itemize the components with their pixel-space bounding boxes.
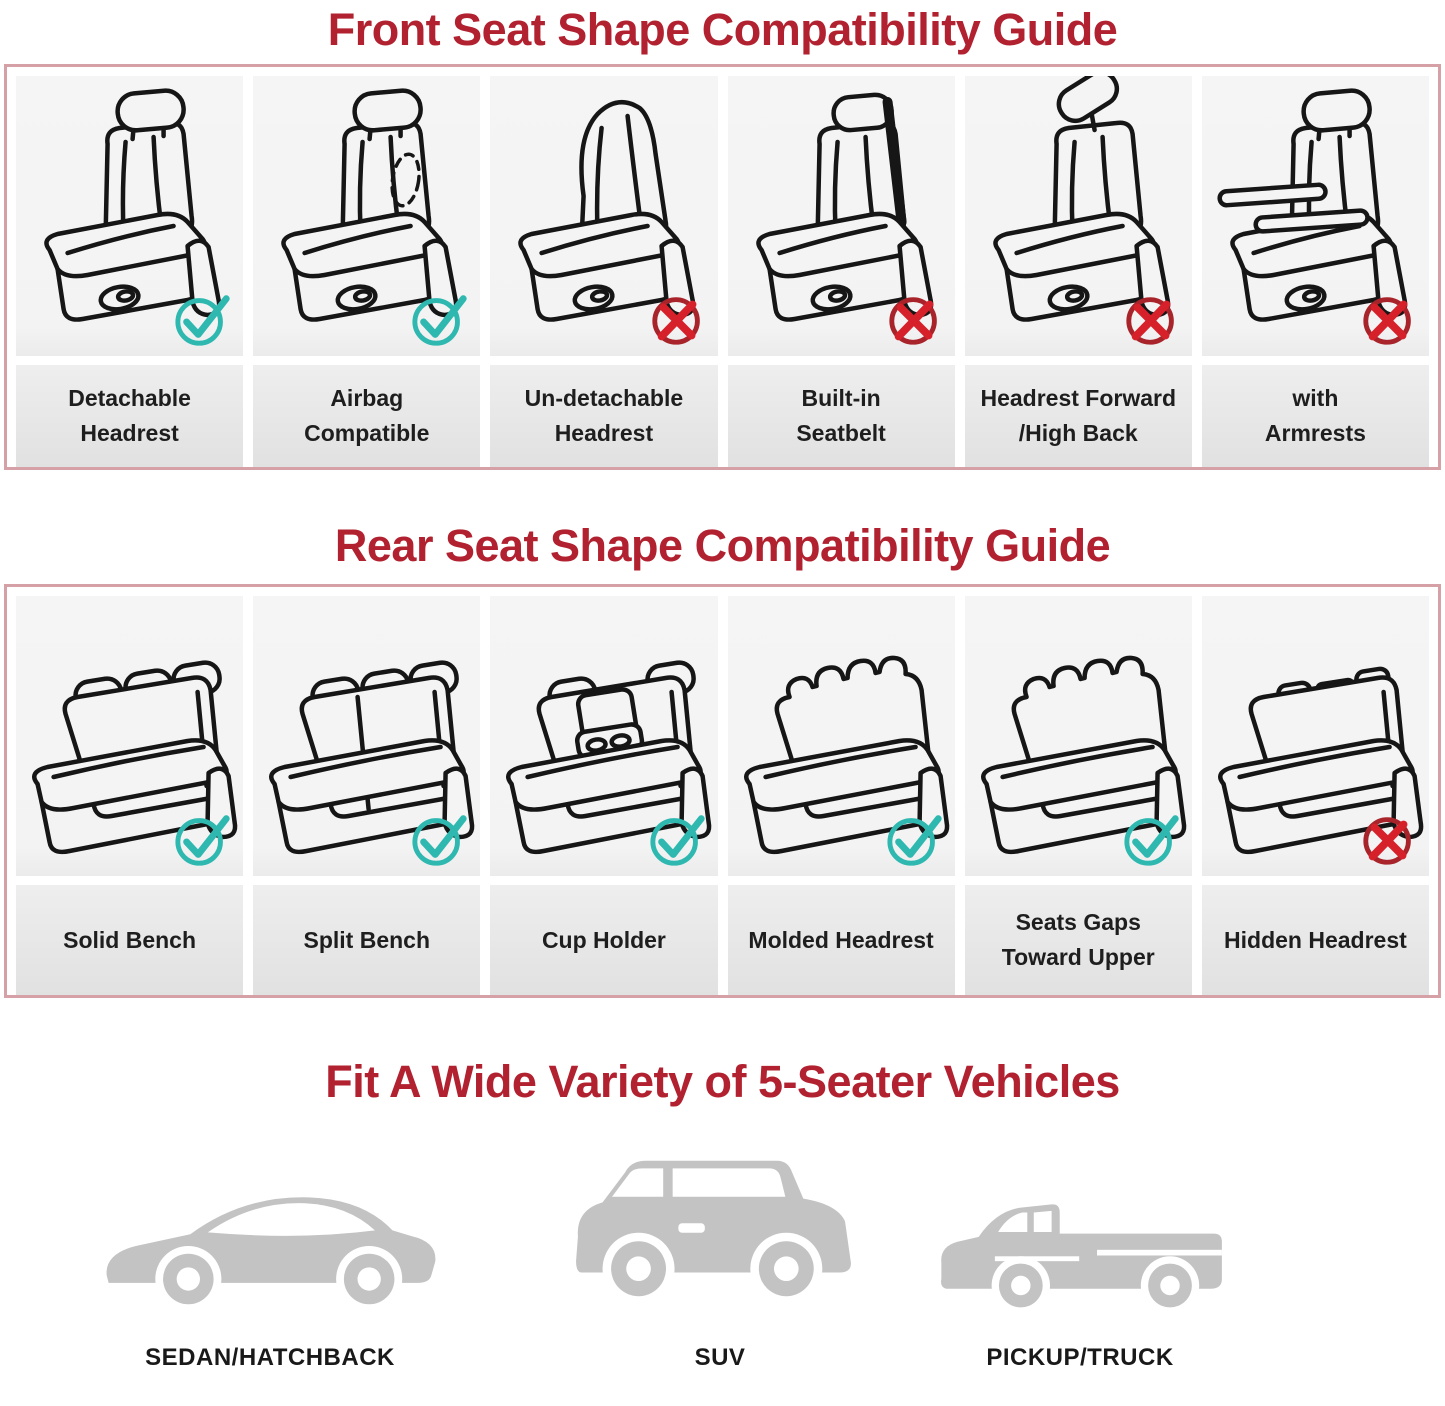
compatibility-status-icon xyxy=(410,808,472,870)
seat-illustration-cell xyxy=(965,76,1192,356)
front-guide-panel xyxy=(4,64,1441,470)
label-line: Armrests xyxy=(1264,420,1366,446)
rear-guide-item-molded-headrest xyxy=(728,596,955,995)
label-line: /High Back xyxy=(1018,420,1138,446)
item-label xyxy=(728,885,955,995)
cross-icon xyxy=(885,288,947,350)
label-line: with xyxy=(1292,385,1339,411)
label-line: Headrest xyxy=(80,420,179,446)
seat-illustration-cell xyxy=(490,76,717,356)
seat-illustration-cell xyxy=(965,596,1192,876)
compatibility-status-icon xyxy=(173,288,235,350)
label-line: Built-in xyxy=(801,385,881,411)
label-line: Airbag xyxy=(330,385,404,411)
item-label xyxy=(1202,365,1429,467)
label-line: Solid Bench xyxy=(63,926,197,953)
compatibility-status-icon xyxy=(885,288,947,350)
vehicle-label: PICKUP/TRUCK xyxy=(986,1344,1174,1371)
item-label xyxy=(1202,885,1429,995)
rear-guide-item-seats-gaps xyxy=(965,596,1192,995)
vehicle-suv xyxy=(510,1138,930,1372)
sedan-icon xyxy=(95,1172,445,1318)
item-label xyxy=(16,885,243,995)
label-line: Headrest xyxy=(554,420,654,446)
check-icon xyxy=(1122,808,1184,870)
front-guide-item-headrest-forward xyxy=(965,76,1192,467)
item-label xyxy=(253,885,480,995)
seat-illustration-cell xyxy=(728,76,955,356)
front-guide-item-builtin-seatbelt xyxy=(728,76,955,467)
seat-illustration-cell xyxy=(16,76,243,356)
vehicle-pickup xyxy=(930,1180,1230,1372)
cross-icon xyxy=(1359,288,1421,350)
pickup-icon xyxy=(930,1180,1230,1318)
check-icon xyxy=(173,808,235,870)
front-guide-item-detachable-headrest xyxy=(16,76,243,467)
label-line: Molded Headrest xyxy=(748,926,934,953)
cross-icon xyxy=(1122,288,1184,350)
seat-illustration-cell xyxy=(1202,596,1429,876)
check-icon xyxy=(173,288,235,350)
check-icon xyxy=(410,288,472,350)
label-line: Seats Gaps xyxy=(1015,909,1141,935)
item-label xyxy=(965,365,1192,467)
compatibility-status-icon xyxy=(648,808,710,870)
front-guide-item-undetachable-headrest xyxy=(490,76,717,467)
compatibility-status-icon xyxy=(885,808,947,870)
vehicle-sedan xyxy=(30,1172,510,1372)
compatibility-status-icon xyxy=(648,288,710,350)
label-line: Compatible xyxy=(304,420,430,446)
rear-guide-title: Rear Seat Shape Compatibility Guide xyxy=(334,520,1111,571)
item-label xyxy=(16,365,243,467)
compatibility-status-icon xyxy=(410,288,472,350)
suv-icon xyxy=(559,1138,881,1318)
rear-guide-item-hidden-headrest xyxy=(1202,596,1429,995)
vehicle-label: SUV xyxy=(694,1344,746,1371)
item-label xyxy=(490,885,717,995)
label-line: Un-detachable xyxy=(524,385,684,411)
seat-illustration-cell xyxy=(253,596,480,876)
compatibility-status-icon xyxy=(173,808,235,870)
compatibility-status-icon xyxy=(1122,288,1184,350)
label-line: Detachable xyxy=(68,385,191,411)
cross-icon xyxy=(1359,808,1421,870)
front-guide-item-with-armrests xyxy=(1202,76,1429,467)
compatibility-status-icon xyxy=(1359,808,1421,870)
item-label xyxy=(253,365,480,467)
cross-icon xyxy=(648,288,710,350)
label-line: Headrest Forward xyxy=(980,385,1177,411)
label-line: Cup Holder xyxy=(541,926,666,953)
rear-guide-item-cup-holder xyxy=(490,596,717,995)
label-line: Hidden Headrest xyxy=(1224,926,1407,953)
rear-guide-item-solid-bench xyxy=(16,596,243,995)
seat-illustration-cell xyxy=(16,596,243,876)
item-label xyxy=(490,365,717,467)
vehicles-row xyxy=(30,1138,1445,1372)
check-icon xyxy=(648,808,710,870)
label-line: Split Bench xyxy=(303,926,430,953)
front-guide-item-airbag-compatible xyxy=(253,76,480,467)
compatibility-status-icon xyxy=(1122,808,1184,870)
seat-illustration-cell xyxy=(1202,76,1429,356)
rear-guide-panel xyxy=(4,584,1441,998)
seat-illustration-cell xyxy=(728,596,955,876)
front-guide-title: Front Seat Shape Compatibility Guide xyxy=(327,4,1118,55)
vehicle-label: SEDAN/HATCHBACK xyxy=(145,1344,395,1371)
check-icon xyxy=(410,808,472,870)
label-line: Seatbelt xyxy=(796,420,886,446)
seat-illustration-cell xyxy=(490,596,717,876)
rear-guide-item-split-bench xyxy=(253,596,480,995)
check-icon xyxy=(885,808,947,870)
vehicles-title: Fit A Wide Variety of 5-Seater Vehicles xyxy=(325,1056,1120,1107)
label-line: Toward Upper xyxy=(1001,944,1155,970)
item-label xyxy=(728,365,955,467)
seat-illustration-cell xyxy=(253,76,480,356)
compatibility-status-icon xyxy=(1359,288,1421,350)
item-label xyxy=(965,885,1192,995)
